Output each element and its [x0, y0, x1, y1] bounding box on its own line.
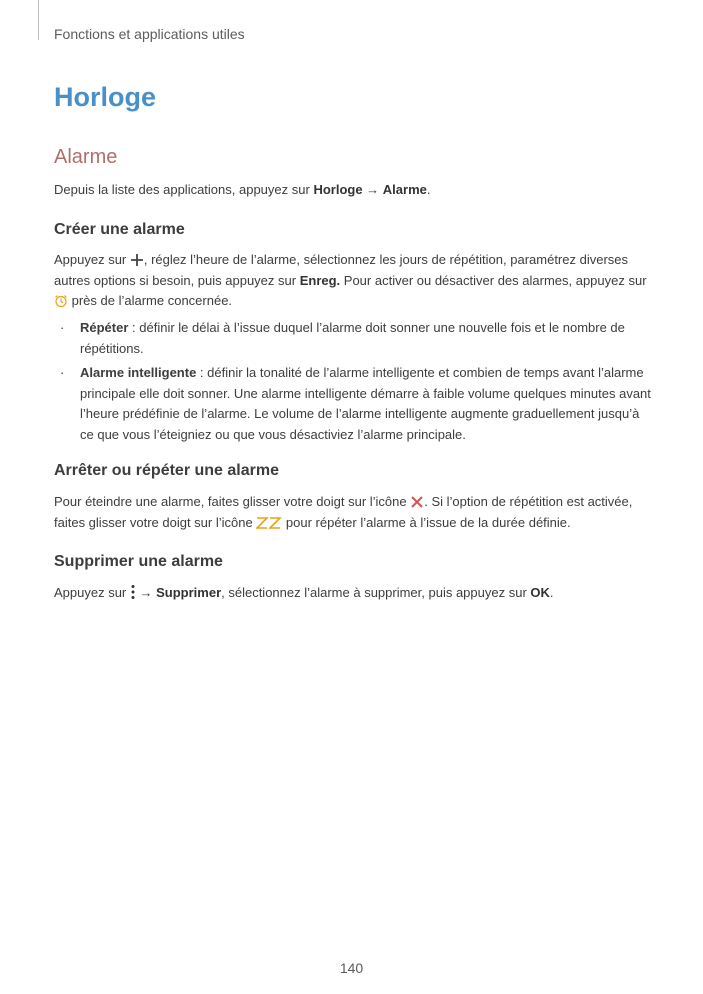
- delete-text-1: Appuyez sur: [54, 585, 130, 600]
- delete-ok: OK: [530, 585, 550, 600]
- stop-text-3: pour répéter l’alarme à l’issue de la durée définie.: [282, 514, 571, 530]
- heading-delete-alarm: Supprimer une alarme: [54, 553, 223, 570]
- close-icon: [410, 495, 424, 509]
- intro-alarme: Alarme: [382, 182, 427, 197]
- bullet-term: Répéter: [80, 320, 129, 335]
- bullet-text: : définir le délai à l’issue duquel l’alarme doit sonner une nouvelle fois et le nombre de répétitions.: [80, 320, 625, 356]
- create-paragraph: [54, 250, 654, 312]
- create-text-4: près de l’alarme concernée.: [68, 293, 233, 308]
- create-text-2: , réglez l’heure de l’alarme, sélectionnez les jours de répétition, paramétrez diverses autres options si besoin, puis appuyez sur: [54, 252, 629, 288]
- page-number: 140: [339, 960, 364, 976]
- create-text-3: Pour activer ou désactiver des alarmes, appuyez sur: [340, 272, 647, 288]
- bullet-dot: ·: [60, 320, 65, 335]
- stop-text-1: Pour éteindre une alarme, faites glisser votre doigt sur l’icône: [54, 494, 411, 509]
- delete-text-2: , sélectionnez l’alarme à supprimer, puis appuyez sur: [221, 585, 531, 600]
- snooze-icon: [256, 516, 282, 530]
- intro-end: .: [426, 182, 431, 197]
- alarm-clock-icon: [54, 294, 68, 308]
- page-margin-rule: [38, 0, 39, 40]
- heading-create-alarm: Créer une alarme: [54, 221, 185, 238]
- running-header: Fonctions et applications utiles: [54, 26, 245, 42]
- intro-paragraph: [54, 180, 654, 201]
- stop-text-2: . Si l’option de répétition est activée, faites glisser votre doigt sur l’icône: [54, 494, 633, 530]
- bullet-dot: ·: [60, 365, 65, 380]
- stop-paragraph: [54, 492, 654, 533]
- section-title-alarm: Alarme: [54, 146, 118, 168]
- delete-arrow: →: [135, 585, 157, 600]
- bullet-term: Alarme intelligente: [80, 365, 197, 380]
- list-item: [54, 318, 654, 359]
- delete-paragraph: [54, 583, 654, 604]
- intro-horloge: Horloge: [313, 182, 363, 197]
- intro-arrow: →: [362, 182, 383, 197]
- create-text-1: Appuyez sur: [54, 252, 130, 267]
- heading-stop-alarm: Arrêter ou répéter une alarme: [54, 462, 279, 479]
- bullet-text: : définir la tonalité de l’alarme intelligente et combien de temps avant l’alarme principale elle doit sonner. Une alarme intelligente démarre à faible volume quelques minutes avant l’heure prédéfinie de l’alarme. Le volume de l’alarme intelligente augmente graduellement jusqu’à ce que vous l’éteigniez ou que vous désactiviez l’alarme principale.: [80, 365, 651, 442]
- delete-supprimer: Supprimer: [156, 585, 222, 600]
- create-save-label: Enreg.: [299, 272, 341, 288]
- plus-icon: [130, 253, 144, 267]
- page-title: Horloge: [54, 82, 157, 112]
- list-item: [54, 363, 654, 445]
- intro-text: Depuis la liste des applications, appuyez sur: [54, 182, 314, 197]
- option-list: [54, 318, 654, 449]
- delete-end: .: [549, 585, 554, 600]
